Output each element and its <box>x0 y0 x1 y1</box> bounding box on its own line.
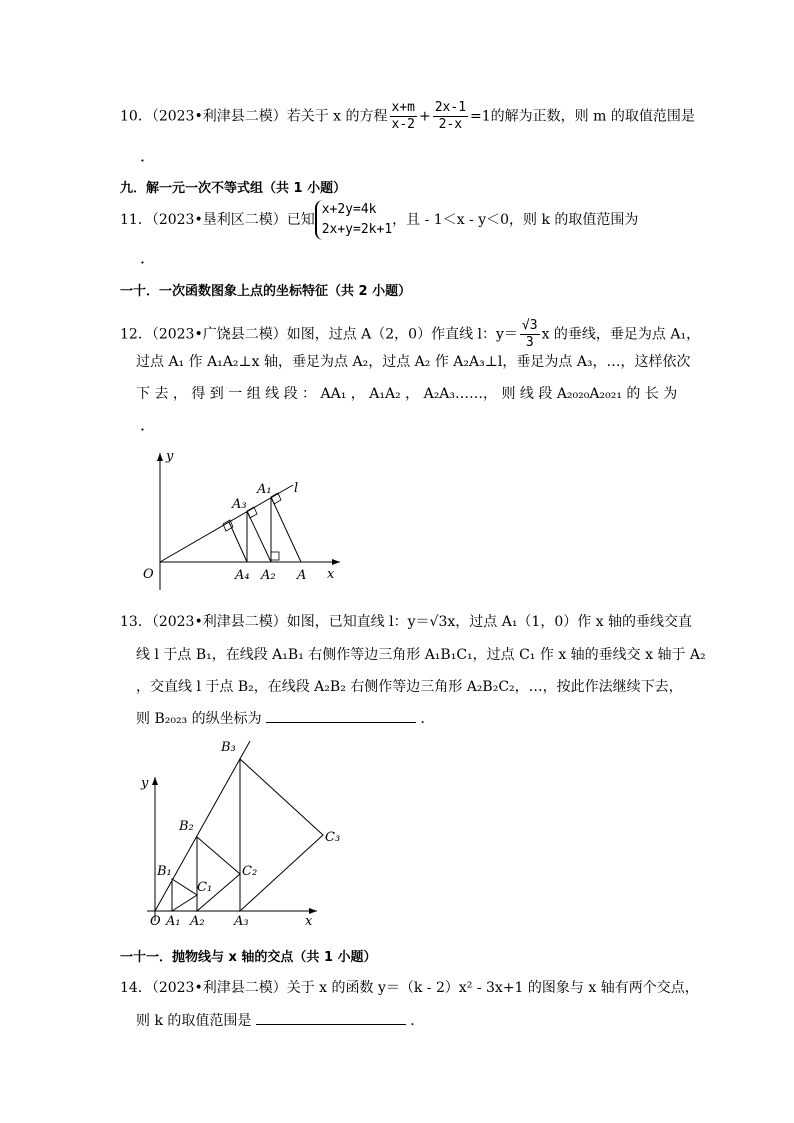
triangle-A1B1C1 <box>172 879 197 911</box>
label-A2: A₂ <box>190 914 205 929</box>
q14-line-2 <box>136 1010 424 1031</box>
y-axis-arrow <box>152 777 158 785</box>
label-x: x <box>327 567 335 582</box>
q12-line-3: 下 去 ， 得 到 一 组 线 段 ： AA₁ ， A₁A₂ ， A₂A₃……， 则 线 段 A₂₀₂₀A₂₀₂₁ 的 长 为 <box>136 386 678 402</box>
line-l <box>160 485 293 562</box>
q13-line-2: 线 l 于点 B₁，在线段 A₁B₁ 右侧作等边三角形 A₁B₁C₁，过点 C₁ 作 x 轴的垂线交 x 轴于 A₂ <box>136 647 706 663</box>
q10-statement <box>120 100 695 133</box>
q10-fraction-2 <box>433 100 468 133</box>
q11-eq1: x+2y=4k <box>321 202 377 217</box>
triangle-A3B3C3 <box>240 759 323 911</box>
label-B3: B₃ <box>221 740 236 755</box>
label-O: O <box>150 914 161 929</box>
frac2-denominator: 2-x <box>438 117 463 132</box>
label-O: O <box>143 567 154 582</box>
q11-prefix: 11．（2023•垦利区二模）已知 <box>120 212 315 228</box>
label-y: y <box>141 776 149 791</box>
q11-statement <box>120 200 638 240</box>
x-axis-arrow <box>332 559 340 565</box>
label-l: l <box>294 481 299 496</box>
segment-A2A3 <box>247 511 271 562</box>
frac1-denominator: x-2 <box>391 117 415 132</box>
q13-line-1: 13．（2023•利津县二模）如图，已知直线 l：y＝√3x，过点 A₁（1，0）作 x 轴的垂线交直 <box>120 614 693 630</box>
q14-line2-end: ． <box>410 1013 425 1029</box>
section-10-heading: 一十．一次函数图象上点的坐标特征（共 2 小题） <box>120 284 412 299</box>
q13-line-4 <box>136 708 435 729</box>
label-B2: B₂ <box>179 819 194 834</box>
q13-line4-end: ． <box>420 711 435 727</box>
q10-answer-dot: ． <box>140 146 157 165</box>
frac2-numerator: 2x-1 <box>434 100 467 115</box>
q12-figure <box>135 445 355 595</box>
q14-line2-prefix: 则 k 的取值范围是 <box>136 1013 252 1029</box>
frac1-numerator: x+m <box>391 100 415 115</box>
q11-eq2: 2x+y=2k+1 <box>321 222 393 237</box>
section-11-heading: 一十一．抛物线与 x 轴的交点（共 1 小题） <box>120 950 377 965</box>
y-axis-arrow <box>157 453 163 461</box>
q12-answer-dot: ． <box>140 415 157 434</box>
q12-line1-suffix: x 的垂线，垂足为点 A₁， <box>541 326 701 343</box>
triangle-A2B2C2 <box>197 837 240 911</box>
label-C2: C₂ <box>242 864 258 879</box>
right-angle-mark <box>271 552 279 560</box>
label-C1: C₁ <box>197 880 213 895</box>
label-y: y <box>166 449 174 464</box>
right-angle-mark <box>223 520 233 531</box>
label-A1: A₁ <box>257 482 272 497</box>
q14-answer-blank[interactable] <box>256 1010 406 1025</box>
q12-line-1 <box>120 318 700 351</box>
label-A4: A₄ <box>235 568 250 583</box>
plus-sign: + <box>418 108 431 125</box>
q12-line-2: 过点 A₁ 作 A₁A₂⊥x 轴，垂足为点 A₂，过点 A₂ 作 A₂A₃⊥l，垂足为点 A₃，…，这样依次 <box>136 354 691 370</box>
q10-fraction-1 <box>390 100 417 133</box>
label-A1: A₁ <box>166 914 181 929</box>
q10-prefix: 10．（2023•利津县二模）若关于 x 的方程 <box>120 108 388 125</box>
q11-answer-dot: ． <box>140 248 157 267</box>
q14-line-1: 14．（2023•利津县二模）关于 x 的函数 y＝（k - 2）x² - 3x+1 的图象与 x 轴有两个交点， <box>120 980 699 996</box>
section-9-heading: 九．解一元一次不等式组（共 1 小题） <box>120 181 347 196</box>
label-A3: A₃ <box>232 497 247 512</box>
q11-suffix: ，且 - 1＜x - y＜0，则 k 的取值范围为 <box>392 212 639 228</box>
q13-line4-prefix: 则 B₂₀₂₃ 的纵坐标为 <box>136 711 262 727</box>
q13-answer-blank[interactable] <box>266 708 416 723</box>
label-B1: B₁ <box>157 864 172 879</box>
q10-suffix: =1的解为正数，则 m 的取值范围是 <box>470 108 695 125</box>
q13-line-3: ，交直线 l 于点 B₂，在线段 A₂B₂ 右侧作等边三角形 A₂B₂C₂，…，按此作法继续下去， <box>136 679 683 695</box>
q12-slope-fraction <box>520 318 540 351</box>
q11-equation-system <box>315 200 392 240</box>
q13-figure <box>135 735 355 930</box>
label-A: A <box>297 568 307 583</box>
label-x: x <box>305 914 313 929</box>
label-A3: A₃ <box>234 914 249 929</box>
slope-denominator: 3 <box>525 335 534 350</box>
label-A2: A₂ <box>261 568 276 583</box>
slope-numerator: √3 <box>521 318 538 333</box>
q12-line1-prefix: 12．（2023•广饶县二模）如图，过点 A（2，0）作直线 l：y＝ <box>120 326 518 343</box>
label-C3: C₃ <box>325 830 341 845</box>
